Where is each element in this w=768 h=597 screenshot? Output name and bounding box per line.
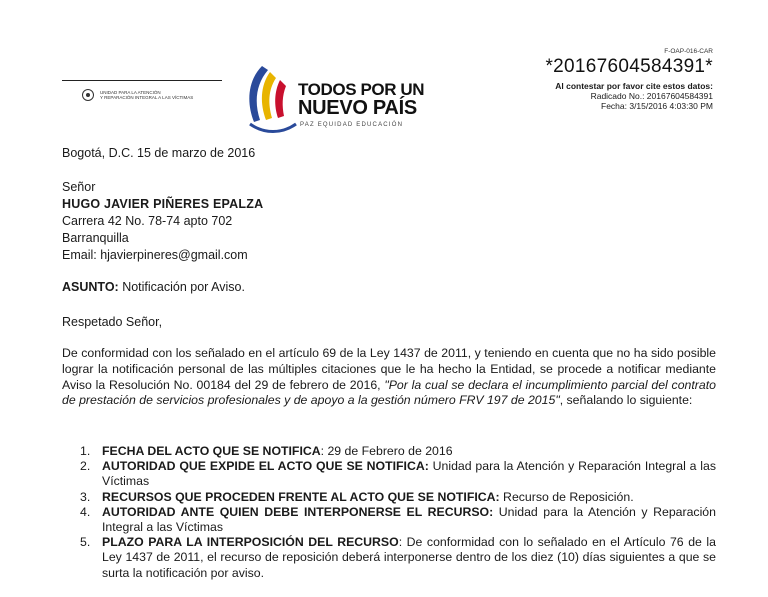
logo-line1: TODOS POR UN	[298, 80, 425, 99]
resolution-quote: "Por la cual se declara el incumplimiento parcial del contrato de prestación de servicios profesionales y de apoyo a la gestión número FRV 197 de 2015"	[62, 377, 716, 408]
item-text: Recurso de Reposición.	[499, 489, 634, 504]
logo-title	[298, 80, 424, 118]
list-item	[80, 535, 716, 581]
item-number: 4.	[80, 504, 91, 519]
form-code: F-OAP-016-CAR	[664, 48, 713, 55]
item-text: Unidad para la Atención y Reparación Integral a las Víctimas	[102, 504, 716, 535]
intro-paragraph	[62, 346, 716, 409]
recipient-email: Email: hjavierpineres@gmail.com	[62, 248, 248, 262]
recipient-title: Señor	[62, 180, 96, 194]
item-number: 3.	[80, 489, 91, 504]
item-label: FECHA DEL ACTO QUE SE NOTIFICA	[102, 444, 321, 458]
subject-label: ASUNTO:	[62, 280, 119, 294]
barcode-number: *20167604584391*	[545, 56, 713, 77]
recipient-address: Carrera 42 No. 78-74 apto 702	[62, 214, 233, 228]
item-label: RECURSOS QUE PROCEDEN FRENTE AL ACTO QUE SE NOTIFICA:	[102, 489, 500, 504]
seal-text-line1: UNIDAD PARA LA ATENCIÓN	[100, 90, 161, 95]
cite-label: Al contestar por favor cite estos datos:	[555, 81, 713, 91]
item-number: 2.	[80, 459, 91, 474]
intro-ending: , señalando lo siguiente:	[559, 393, 693, 408]
coat-of-arms-icon	[82, 89, 94, 101]
government-logo	[240, 62, 425, 137]
filing-date: Fecha: 3/15/2016 4:03:30 PM	[601, 101, 713, 111]
greeting: Respetado Señor,	[62, 315, 163, 329]
item-label: AUTORIDAD QUE EXPIDE EL ACTO QUE SE NOTIFICA:	[102, 459, 429, 474]
logo-subtitle: PAZ EQUIDAD EDUCACIÓN	[300, 122, 404, 128]
filing-info	[545, 48, 713, 111]
list-item	[80, 505, 716, 535]
item-number: 5.	[80, 535, 91, 550]
item-text: : De conformidad con lo señalado en el Artículo 76 de la Ley 1437 de 2011, el recurso de reposición deberá interponerse dentro de los diez (10) días siguientes a que se surta la notificación por aviso.	[102, 535, 716, 580]
subject-text: Notificación por Aviso.	[118, 280, 245, 294]
item-number: 1.	[80, 444, 91, 458]
nuevo-pais-mark-icon	[240, 62, 300, 137]
item-text: : 29 de Febrero de 2016	[320, 444, 453, 458]
intro-text: De conformidad con los señalado en el artículo 69 de la Ley 1437 de 2011, y teniendo en cuenta que no ha sido posible lograr la notificación personal de las múltiples citaciones que le ha hecho la Entidad, se procede a notificar mediante Aviso la Resolución No. 00184 del 29 de febrero de 2016,	[62, 346, 716, 392]
recipient-city: Barranquilla	[62, 231, 129, 245]
seal-text	[100, 90, 193, 100]
place-date: Bogotá, D.C. 15 de marzo de 2016	[62, 146, 256, 160]
list-item	[80, 444, 716, 459]
subject-line	[62, 280, 245, 294]
radicado-number: Radicado No.: 20167604584391	[590, 91, 713, 101]
unit-seal-logo	[62, 80, 222, 110]
item-label: PLAZO PARA LA INTERPOSICIÓN DEL RECURSO	[102, 535, 399, 550]
recipient-block	[62, 179, 263, 264]
notification-items-list	[80, 444, 716, 581]
item-text: Unidad para la Atención y Reparación Integral a las Víctimas	[102, 459, 717, 489]
item-label: AUTORIDAD ANTE QUIEN DEBE INTERPONERSE EL RECURSO:	[102, 504, 494, 519]
list-item	[80, 490, 716, 505]
logo-line2: NUEVO PAÍS	[298, 97, 417, 119]
recipient-name: HUGO JAVIER PIÑERES EPALZA	[62, 197, 264, 211]
list-item	[80, 459, 716, 489]
seal-text-line2: Y REPARACIÓN INTEGRAL A LAS VÍCTIMAS	[100, 95, 194, 100]
